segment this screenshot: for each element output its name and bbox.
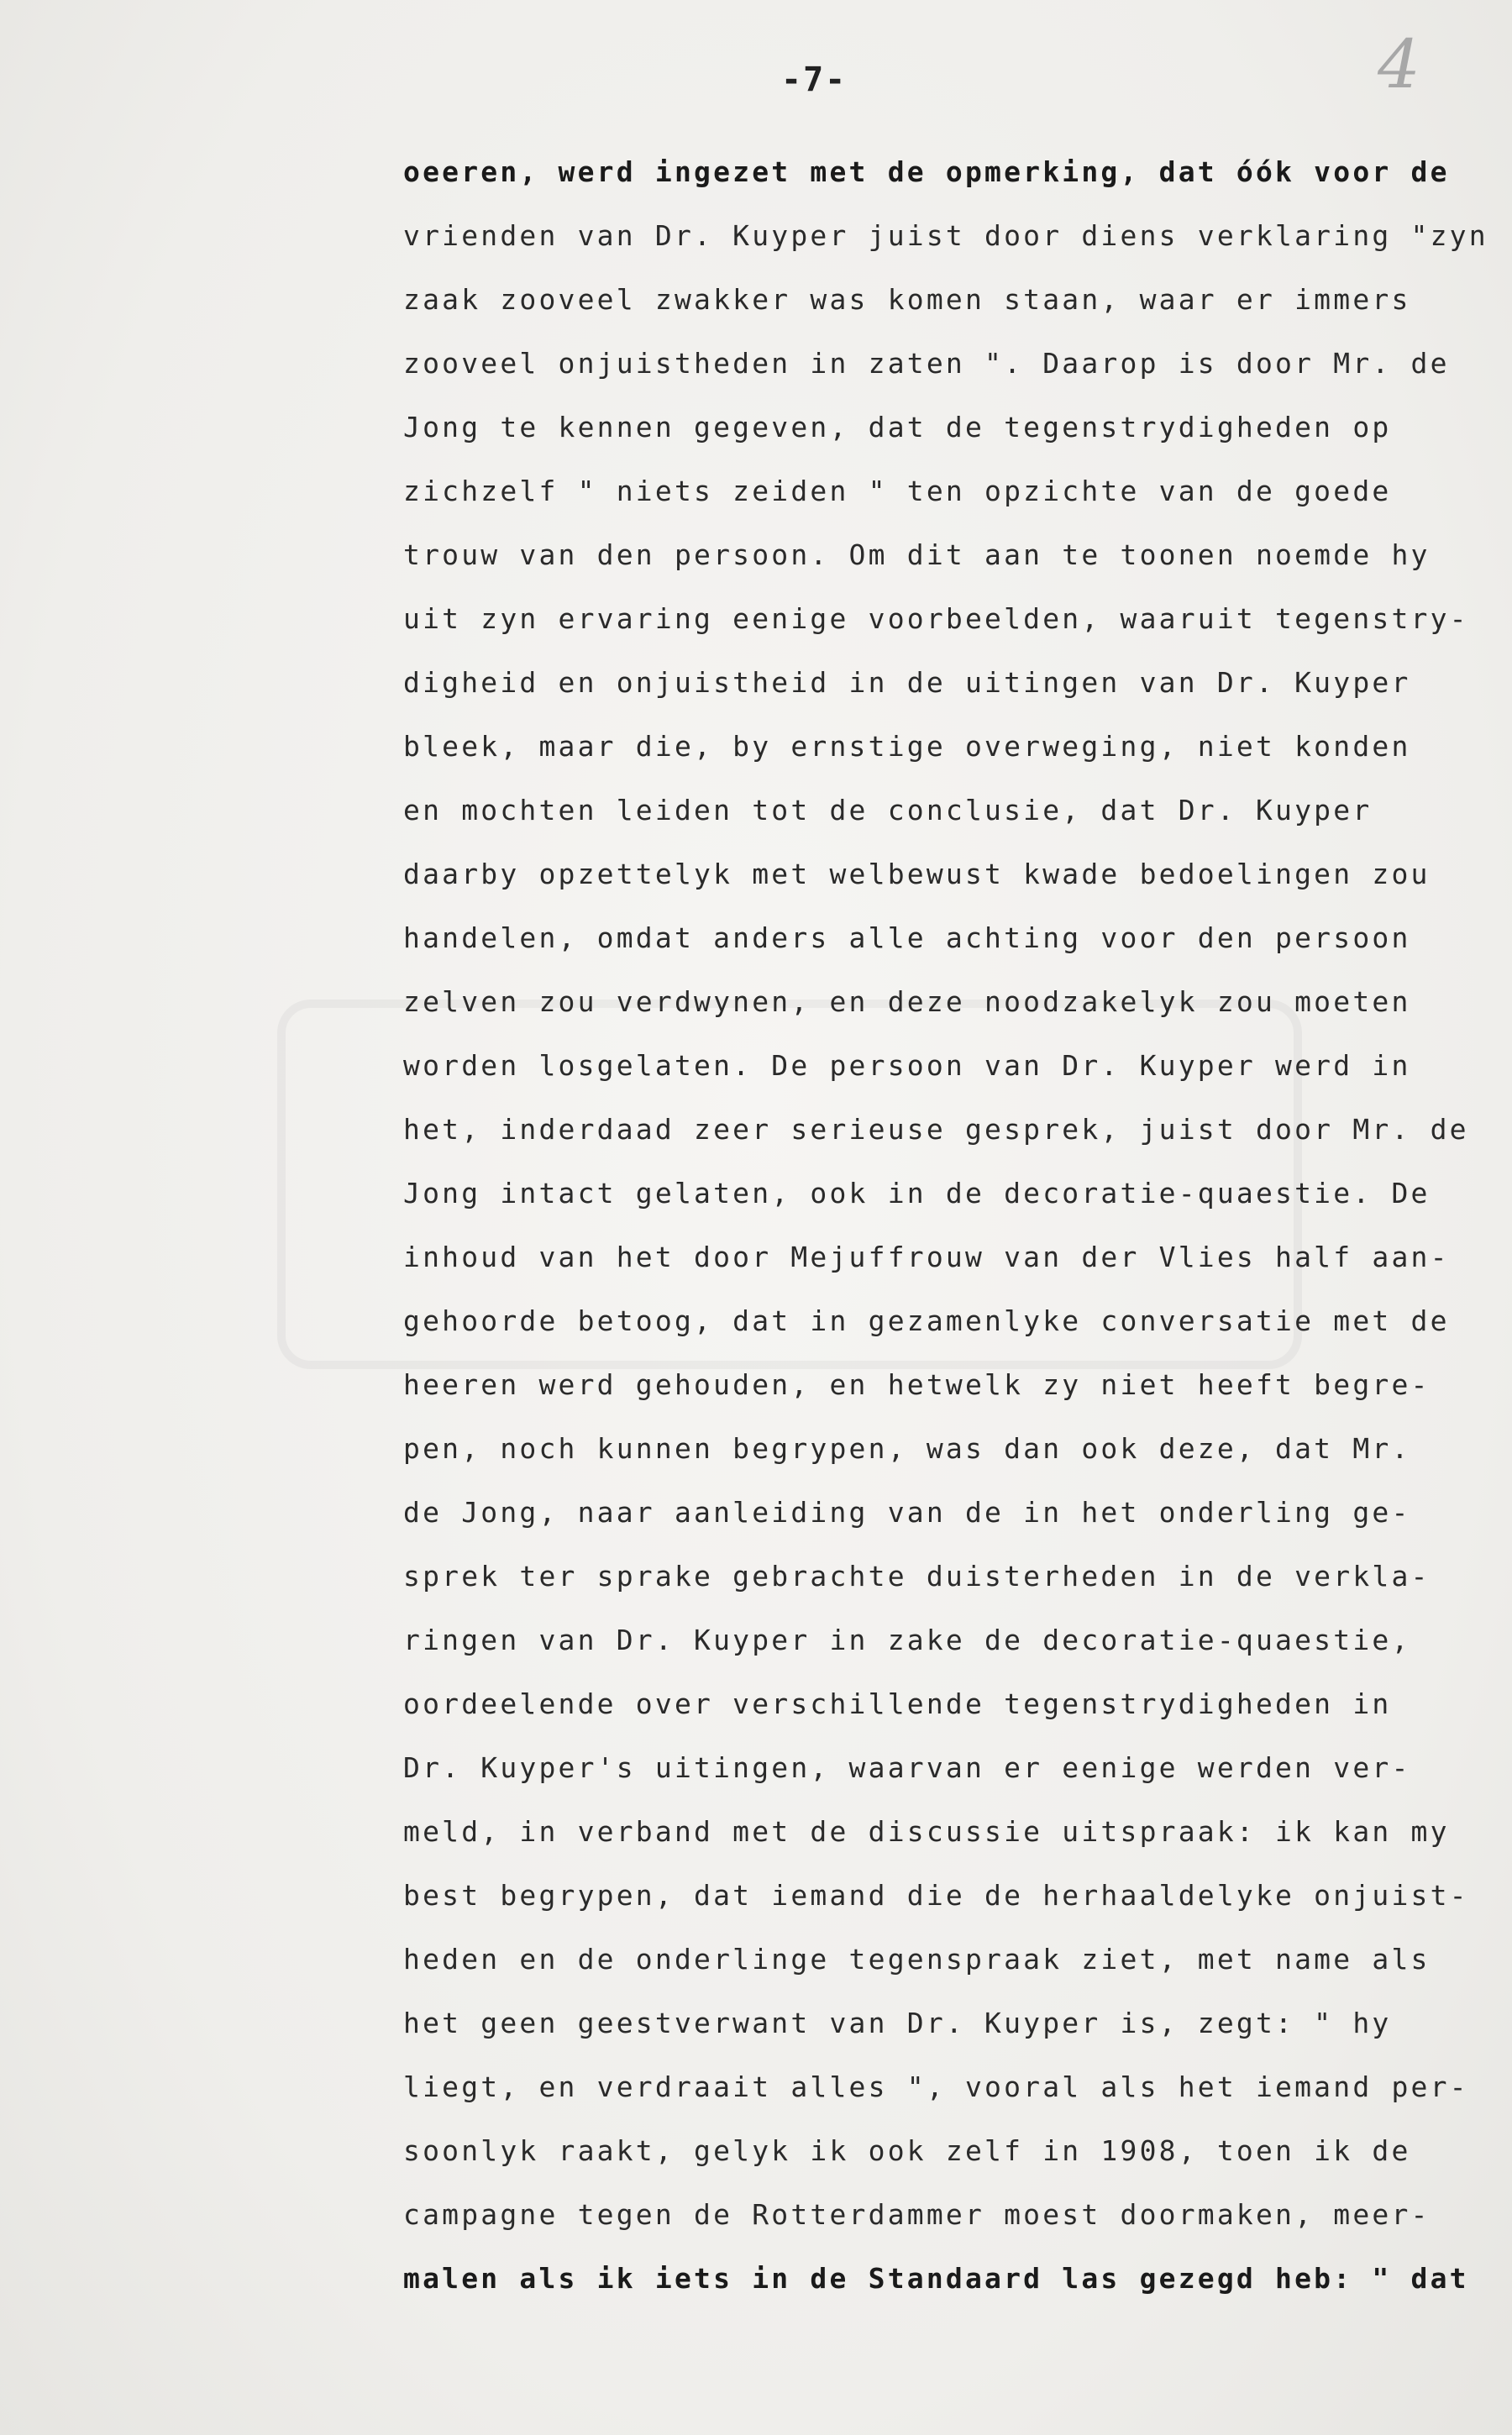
- text-line: zichzelf " niets zeiden " ten opzichte van de goede: [403, 475, 1392, 507]
- text-line: en mochten leiden tot de conclusie, dat Dr. Kuyper: [403, 794, 1373, 827]
- text-line: worden losgelaten. De persoon van Dr. Kuyper werd in: [403, 1049, 1411, 1082]
- text-line: soonlyk raakt, gelyk ik ook zelf in 1908, toen ik de: [403, 2134, 1411, 2167]
- text-line: Dr. Kuyper's uitingen, waarvan er eenige werden ver-: [403, 1751, 1411, 1784]
- text-line: campagne tegen de Rotterdammer moest doormaken, meer-: [403, 2198, 1431, 2231]
- text-line: handelen, omdat anders alle achting voor den persoon: [403, 921, 1411, 954]
- text-line: inhoud van het door Mejuffrouw van der Vlies half aan-: [403, 1241, 1450, 1273]
- text-line: vrienden van Dr. Kuyper juist door diens verklaring "zyn: [403, 219, 1488, 252]
- text-line: het, inderdaad zeer serieuse gesprek, juist door Mr. de: [403, 1113, 1469, 1146]
- text-line: de Jong, naar aanleiding van de in het onderling ge-: [403, 1496, 1411, 1529]
- text-line: Jong te kennen gegeven, dat de tegenstrydigheden op: [403, 411, 1392, 443]
- text-line: liegt, en verdraait alles ", vooral als het iemand per-: [403, 2070, 1469, 2103]
- text-line: Jong intact gelaten, ook in de decoratie-quaestie. De: [403, 1177, 1431, 1210]
- page-number: -7-: [781, 60, 848, 99]
- text-line: oeeren, werd ingezet met de opmerking, dat óók voor de: [403, 155, 1450, 188]
- text-line: malen als ik iets in de Standaard las gezegd heb: " dat: [403, 2262, 1469, 2295]
- text-line: uit zyn ervaring eenige voorbeelden, waaruit tegenstry-: [403, 602, 1469, 635]
- text-line: bleek, maar die, by ernstige overweging, niet konden: [403, 730, 1411, 763]
- text-line: best begrypen, dat iemand die de herhaaldelyke onjuist-: [403, 1879, 1469, 1912]
- text-line: daarby opzettelyk met welbewust kwade bedoelingen zou: [403, 858, 1431, 890]
- text-line: zooveel onjuistheden in zaten ". Daarop is door Mr. de: [403, 347, 1450, 380]
- folio-number: 4: [1378, 25, 1420, 103]
- text-line: ringen van Dr. Kuyper in zake de decoratie-quaestie,: [403, 1624, 1411, 1656]
- text-line: heden en de onderlinge tegenspraak ziet, met name als: [403, 1943, 1431, 1976]
- text-line: het geen geestverwant van Dr. Kuyper is, zegt: " hy: [403, 2007, 1392, 2039]
- text-line: trouw van den persoon. Om dit aan te toonen noemde hy: [403, 538, 1431, 571]
- text-line: sprek ter sprake gebrachte duisterheden in de verkla-: [403, 1560, 1431, 1593]
- text-line: meld, in verband met de discussie uitspraak: ik kan my: [403, 1815, 1450, 1848]
- text-line: oordeelende over verschillende tegenstrydigheden in: [403, 1687, 1392, 1720]
- text-line: gehoorde betoog, dat in gezamenlyke conversatie met de: [403, 1304, 1450, 1337]
- text-line: pen, noch kunnen begrypen, was dan ook deze, dat Mr.: [403, 1432, 1411, 1465]
- text-line: zaak zooveel zwakker was komen staan, waar er immers: [403, 283, 1411, 316]
- text-line: heeren werd gehouden, en hetwelk zy niet heeft begre-: [403, 1368, 1431, 1401]
- text-line: zelven zou verdwynen, en deze noodzakelyk zou moeten: [403, 985, 1411, 1018]
- text-line: digheid en onjuistheid in de uitingen van Dr. Kuyper: [403, 666, 1411, 699]
